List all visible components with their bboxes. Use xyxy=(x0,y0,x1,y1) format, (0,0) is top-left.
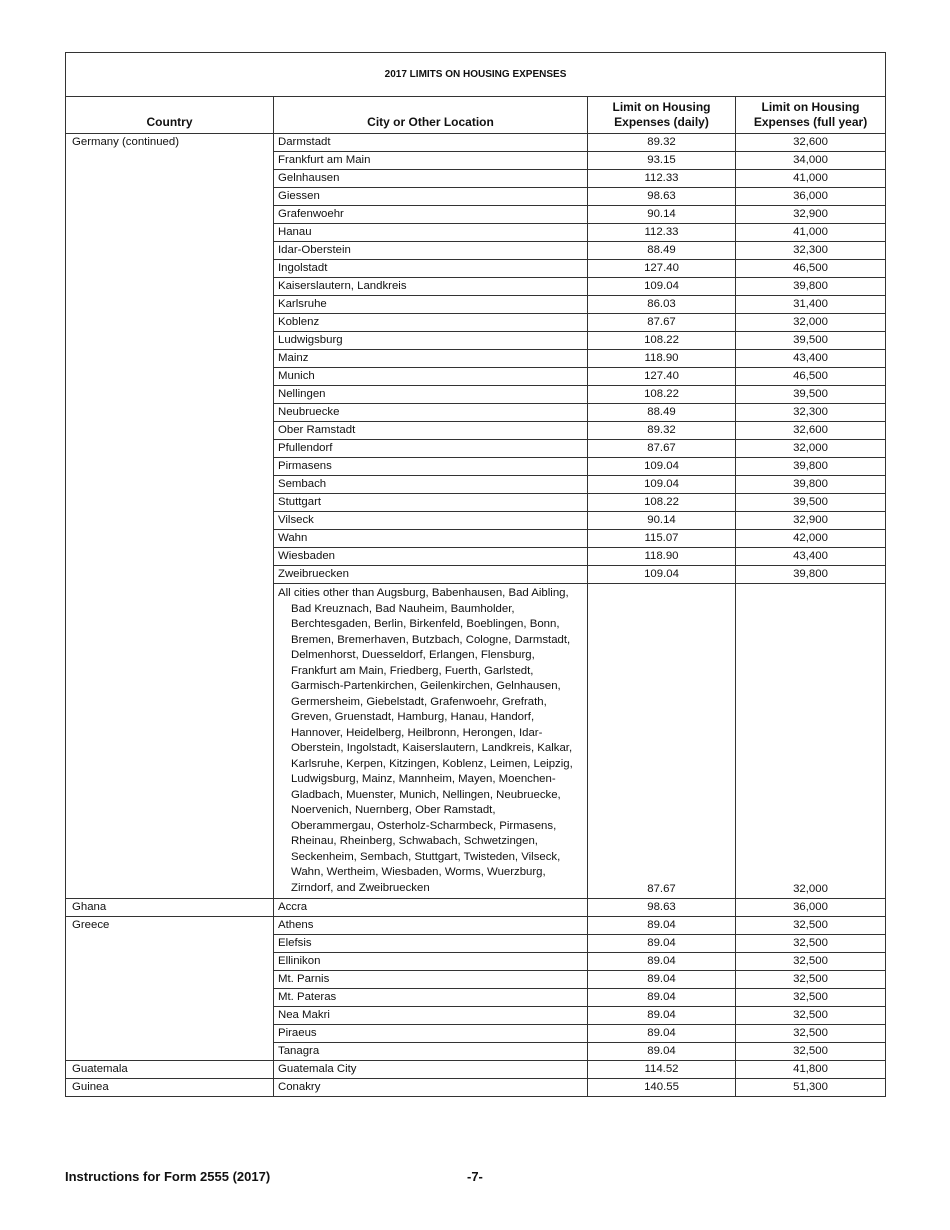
table-row xyxy=(66,899,886,917)
city-cell: Ingolstadt xyxy=(274,260,588,278)
yearly-limit-cell: 41,000 xyxy=(736,224,886,242)
daily-limit-cell: 87.67 xyxy=(588,314,736,332)
country-cell: Ghana xyxy=(66,899,274,917)
city-cell: Vilseck xyxy=(274,512,588,530)
table-row xyxy=(66,917,886,935)
housing-limits-table-container xyxy=(65,52,885,1097)
daily-limit-cell: 109.04 xyxy=(588,458,736,476)
table-row xyxy=(66,1061,886,1079)
city-cell: Darmstadt xyxy=(274,134,588,152)
city-cell: Hanau xyxy=(274,224,588,242)
city-cell: Athens xyxy=(274,917,588,935)
yearly-limit-cell: 51,300 xyxy=(736,1079,886,1097)
country-cell: Germany (continued) xyxy=(66,134,274,899)
yearly-limit-cell: 31,400 xyxy=(736,296,886,314)
table-row xyxy=(66,134,886,152)
yearly-limit-cell: 43,400 xyxy=(736,350,886,368)
city-cell: Accra xyxy=(274,899,588,917)
footer-page-number: -7- xyxy=(467,1169,483,1184)
city-cell: Ellinikon xyxy=(274,953,588,971)
daily-limit-cell: 127.40 xyxy=(588,260,736,278)
city-cell: Ober Ramstadt xyxy=(274,422,588,440)
yearly-limit-cell: 41,800 xyxy=(736,1061,886,1079)
city-cell: Koblenz xyxy=(274,314,588,332)
daily-limit-cell: 89.04 xyxy=(588,1007,736,1025)
city-cell: Gelnhausen xyxy=(274,170,588,188)
housing-limits-table xyxy=(65,52,886,1097)
table-body xyxy=(66,134,886,1097)
daily-limit-cell: 118.90 xyxy=(588,548,736,566)
table-title: 2017 LIMITS ON HOUSING EXPENSES xyxy=(66,53,886,97)
daily-limit-cell: 98.63 xyxy=(588,188,736,206)
daily-limit-cell: 89.04 xyxy=(588,989,736,1007)
city-cell: Wiesbaden xyxy=(274,548,588,566)
daily-limit-cell: 89.32 xyxy=(588,422,736,440)
daily-limit-cell: 109.04 xyxy=(588,278,736,296)
daily-limit-cell: 88.49 xyxy=(588,404,736,422)
country-cell: Greece xyxy=(66,917,274,1061)
daily-limit-cell: 98.63 xyxy=(588,899,736,917)
country-cell: Guatemala xyxy=(66,1061,274,1079)
yearly-limit-cell: 32,900 xyxy=(736,512,886,530)
city-cell: Karlsruhe xyxy=(274,296,588,314)
yearly-limit-cell: 32,900 xyxy=(736,206,886,224)
city-cell: Piraeus xyxy=(274,1025,588,1043)
city-cell: Mt. Parnis xyxy=(274,971,588,989)
yearly-limit-cell: 39,500 xyxy=(736,386,886,404)
daily-limit-cell: 89.04 xyxy=(588,1043,736,1061)
city-cell: Giessen xyxy=(274,188,588,206)
city-cell: Guatemala City xyxy=(274,1061,588,1079)
yearly-limit-cell: 32,300 xyxy=(736,404,886,422)
city-cell: Frankfurt am Main xyxy=(274,152,588,170)
city-cell: Elefsis xyxy=(274,935,588,953)
daily-limit-cell: 140.55 xyxy=(588,1079,736,1097)
daily-limit-cell: 89.04 xyxy=(588,971,736,989)
yearly-limit-cell: 32,300 xyxy=(736,242,886,260)
daily-limit-cell: 109.04 xyxy=(588,566,736,584)
daily-limit-cell: 115.07 xyxy=(588,530,736,548)
daily-limit-cell: 127.40 xyxy=(588,368,736,386)
daily-limit-cell: 108.22 xyxy=(588,494,736,512)
table-row xyxy=(66,1079,886,1097)
daily-limit-cell: 90.14 xyxy=(588,206,736,224)
yearly-limit-cell: 32,500 xyxy=(736,1025,886,1043)
daily-limit-cell: 87.67 xyxy=(588,440,736,458)
yearly-limit-cell: 43,400 xyxy=(736,548,886,566)
header-city: City or Other Location xyxy=(274,97,588,134)
city-cell: Nea Makri xyxy=(274,1007,588,1025)
city-cell: Pirmasens xyxy=(274,458,588,476)
yearly-limit-cell: 32,000 xyxy=(736,440,886,458)
city-cell: Nellingen xyxy=(274,386,588,404)
yearly-limit-cell: 32,500 xyxy=(736,1043,886,1061)
city-cell: Mainz xyxy=(274,350,588,368)
yearly-limit-cell: 32,500 xyxy=(736,953,886,971)
city-cell: Grafenwoehr xyxy=(274,206,588,224)
daily-limit-cell: 89.04 xyxy=(588,1025,736,1043)
daily-limit-cell: 109.04 xyxy=(588,476,736,494)
city-cell: Neubruecke xyxy=(274,404,588,422)
daily-limit-cell: 89.04 xyxy=(588,935,736,953)
city-cell: Conakry xyxy=(274,1079,588,1097)
daily-limit-cell: 90.14 xyxy=(588,512,736,530)
yearly-limit-cell: 34,000 xyxy=(736,152,886,170)
city-cell: Ludwigsburg xyxy=(274,332,588,350)
yearly-limit-cell: 36,000 xyxy=(736,899,886,917)
yearly-limit-cell: 39,800 xyxy=(736,458,886,476)
city-cell: Zweibruecken xyxy=(274,566,588,584)
daily-limit-cell: 86.03 xyxy=(588,296,736,314)
yearly-limit-cell: 32,500 xyxy=(736,917,886,935)
city-cell: Idar-Oberstein xyxy=(274,242,588,260)
footer-form-title: Instructions for Form 2555 (2017) xyxy=(65,1169,271,1184)
header-yearly-limit: Limit on Housing Expenses (full year) xyxy=(736,97,886,134)
yearly-limit-cell: 32,500 xyxy=(736,935,886,953)
yearly-limit-cell: 32,500 xyxy=(736,971,886,989)
city-cell: Tanagra xyxy=(274,1043,588,1061)
daily-limit-cell: 112.33 xyxy=(588,224,736,242)
yearly-limit-cell: 39,800 xyxy=(736,278,886,296)
yearly-limit-cell: 32,600 xyxy=(736,422,886,440)
other-cities-text: All cities other than Augsburg, Babenhausen, Bad Aibling, Bad Kreuznach, Bad Nauheim, Baumholder, Berchtesgaden, Berlin, Birkenfeld, Boeblingen, Bonn, Bremen, Bremerhaven, Butzbach, Cologne, Darmstadt, Delmenhorst, Duesseldorf, Erlangen, Flensburg, Frankfurt am Main, Friedberg, Fuerth, Garlstedt, Garmisch-Partenkirchen, Geilenkirchen, Gelnhausen, Germersheim, Giebelstadt, Grafenwoehr, Grefrath, Greven, Gruenstadt, Hamburg, Hanau, Handorf, Hannover, Heidelberg, Heilbronn, Herongen, Idar-Oberstein, Ingolstadt, Kaiserslautern, Landkreis, Kalkar, Karlsruhe, Kerpen, Kitzingen, Koblenz, Leimen, Leipzig, Ludwigsburg, Mainz, Mannheim, Mayen, Moenchen-Gladbach, Muenster, Munich, Nellingen, Neubruecke, Noervenich, Nuernberg, Ober Ramstadt, Oberammergau, Osterholz-Scharmbeck, Pirmasens, Rheinau, Rheinberg, Schwabach, Schwetzingen, Seckenheim, Sembach, Stuttgart, Twisteden, Vilseck, Wahn, Wertheim, Wiesbaden, Worms, Wuerzburg, Zirndorf, and Zweibruecken xyxy=(278,587,573,894)
yearly-limit-cell: 32,000 xyxy=(736,584,886,899)
daily-limit-cell: 88.49 xyxy=(588,242,736,260)
city-cell: Wahn xyxy=(274,530,588,548)
yearly-limit-cell: 39,500 xyxy=(736,332,886,350)
yearly-limit-cell: 46,500 xyxy=(736,368,886,386)
yearly-limit-cell: 32,500 xyxy=(736,1007,886,1025)
daily-limit-cell: 89.32 xyxy=(588,134,736,152)
yearly-limit-cell: 41,000 xyxy=(736,170,886,188)
city-cell: Stuttgart xyxy=(274,494,588,512)
yearly-limit-cell: 39,800 xyxy=(736,476,886,494)
city-cell: Kaiserslautern, Landkreis xyxy=(274,278,588,296)
city-cell: Pfullendorf xyxy=(274,440,588,458)
country-cell: Guinea xyxy=(66,1079,274,1097)
yearly-limit-cell: 32,500 xyxy=(736,989,886,1007)
yearly-limit-cell: 46,500 xyxy=(736,260,886,278)
city-cell xyxy=(274,584,588,899)
city-cell: Mt. Pateras xyxy=(274,989,588,1007)
yearly-limit-cell: 42,000 xyxy=(736,530,886,548)
daily-limit-cell: 93.15 xyxy=(588,152,736,170)
daily-limit-cell: 87.67 xyxy=(588,584,736,899)
daily-limit-cell: 108.22 xyxy=(588,386,736,404)
yearly-limit-cell: 39,800 xyxy=(736,566,886,584)
yearly-limit-cell: 36,000 xyxy=(736,188,886,206)
yearly-limit-cell: 39,500 xyxy=(736,494,886,512)
header-country: Country xyxy=(66,97,274,134)
daily-limit-cell: 89.04 xyxy=(588,917,736,935)
yearly-limit-cell: 32,000 xyxy=(736,314,886,332)
daily-limit-cell: 114.52 xyxy=(588,1061,736,1079)
header-daily-limit: Limit on Housing Expenses (daily) xyxy=(588,97,736,134)
yearly-limit-cell: 32,600 xyxy=(736,134,886,152)
daily-limit-cell: 108.22 xyxy=(588,332,736,350)
city-cell: Sembach xyxy=(274,476,588,494)
daily-limit-cell: 118.90 xyxy=(588,350,736,368)
daily-limit-cell: 112.33 xyxy=(588,170,736,188)
daily-limit-cell: 89.04 xyxy=(588,953,736,971)
city-cell: Munich xyxy=(274,368,588,386)
